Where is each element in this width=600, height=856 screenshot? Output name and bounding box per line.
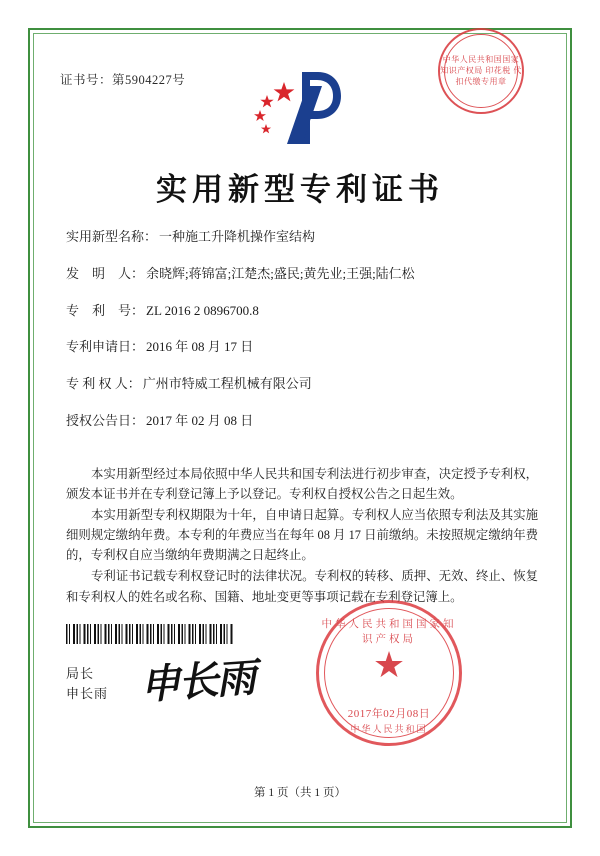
field-value: ZL 2016 2 0896700.8 [146, 302, 259, 318]
signature-title-label: 局长 [66, 666, 95, 681]
field-row [66, 266, 540, 282]
body-paragraph: 本实用新型经过本局依照中华人民共和国专利法进行初步审查，决定授予专利权，颁发本证书并在专利登记簿上予以登记。专利权自授权公告之日起生效。 [66, 467, 538, 502]
certificate-content [44, 44, 556, 812]
star-icon: ★ [372, 645, 406, 685]
field-label: 专利申请日： [66, 339, 145, 355]
field-label: 专 利 号： [66, 302, 145, 318]
body-paragraph: 专利证书记载专利权登记时的法律状况。专利权的转移、质押、无效、终止、恢复和专利权人的姓名或名称、国籍、地址变更等事项记载在专利登记簿上。 [66, 569, 538, 604]
body-paragraph: 本实用新型专利权期限为十年，自申请日起算。专利权人应当依照专利法及其实施细则规定缴纳年费。本专利的年费应当在每年 08 月 17 日前缴纳。未按照规定缴纳年费的，专利权自应当缴纳年费期满之日起终止。 [66, 508, 538, 563]
field-label: 授权公告日： [66, 412, 145, 428]
page-footer: 第 1 页（共 1 页） [254, 787, 346, 799]
field-label: 专 利 权 人： [66, 376, 141, 391]
seal-date: 2017年02月08日 [347, 708, 431, 720]
field-value: 2017 年 02 月 08 日 [146, 412, 254, 428]
handwritten-signature: 申长雨 [138, 654, 256, 709]
barcode [66, 624, 234, 644]
seal-text: 中华人民共和国国家知识产权局 印花税 代扣代缴专用章 [440, 54, 522, 86]
signature-name-label: 申长雨 [66, 685, 109, 701]
serial-number: 证书号：第5904227号 [60, 73, 186, 87]
fields-list [66, 229, 540, 450]
field-row [66, 339, 540, 355]
field-value: 广州市特威工程机械有限公司 [142, 376, 312, 391]
seal-arc-bottom: 中华人民共和国 [350, 724, 428, 734]
official-round-seal [316, 600, 462, 746]
cnipa-logo [240, 66, 360, 150]
page-title: 实用新型专利证书 [156, 172, 444, 208]
field-label: 发 明 人： [66, 265, 145, 281]
field-row [66, 376, 540, 392]
seal-arc-top: 中华人民共和国国家知识产权局 [321, 619, 457, 645]
field-value: 一种施工升降机操作室结构 [159, 229, 316, 244]
field-row [66, 413, 540, 429]
field-row [66, 229, 540, 245]
body-text [66, 464, 538, 608]
field-value: 2016 年 08 月 17 日 [146, 339, 254, 355]
stamp-duty-seal [438, 28, 524, 114]
field-label: 实用新型名称： [66, 229, 158, 244]
signature-block [66, 664, 108, 703]
field-row [66, 303, 540, 319]
field-value: 余晓辉;蒋锦富;江楚杰;盛民;黄先业;王强;陆仁松 [146, 265, 415, 281]
